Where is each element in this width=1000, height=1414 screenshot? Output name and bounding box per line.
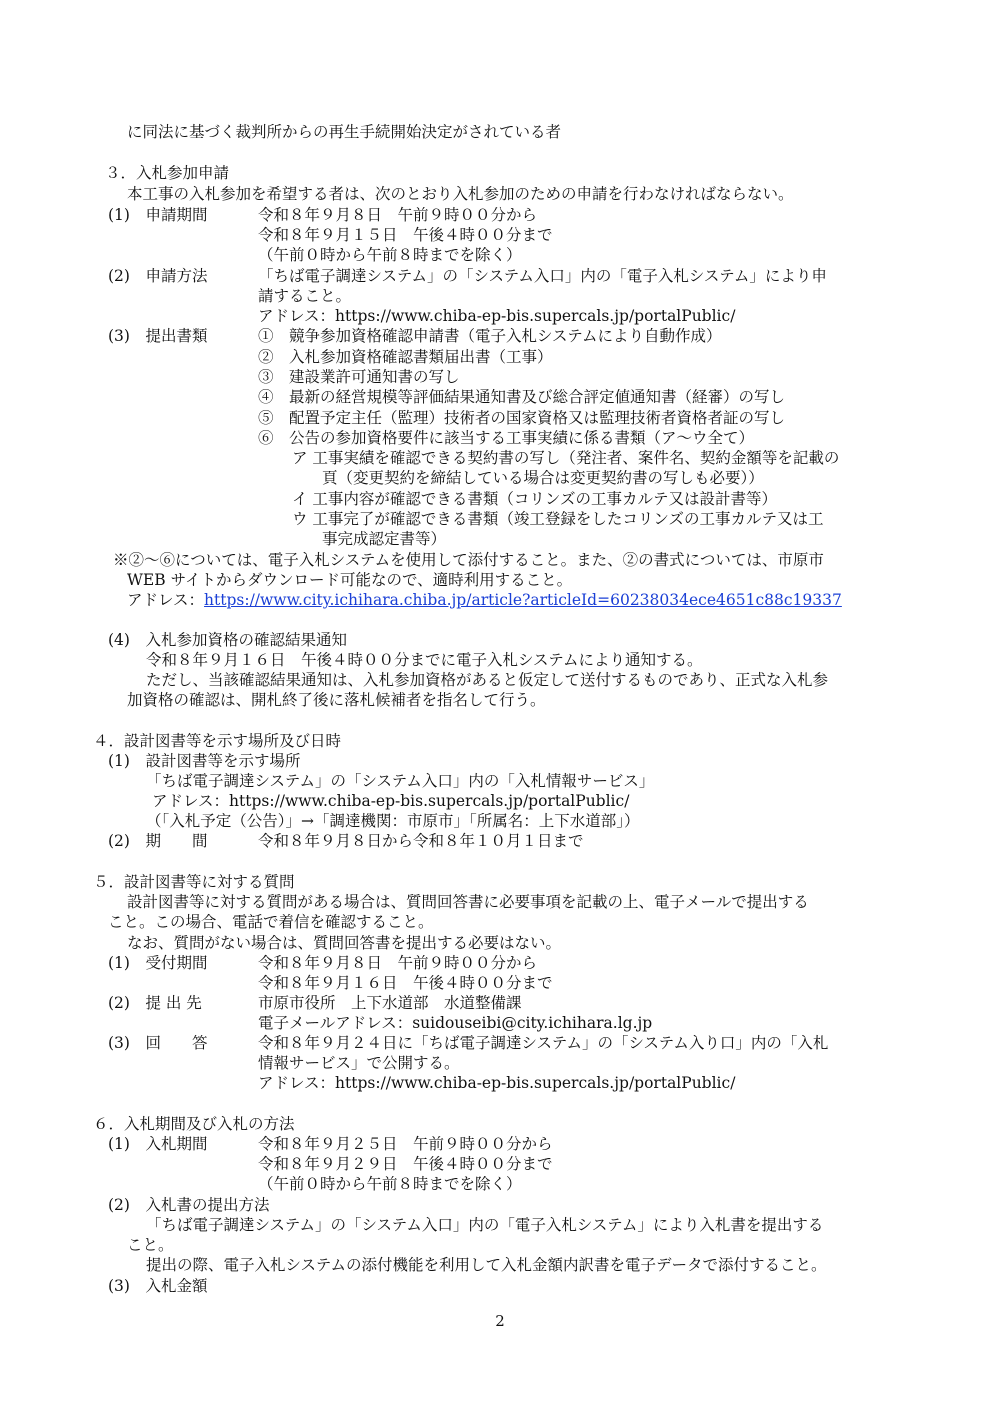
- text-line: [105, 163, 229, 183]
- text-line-content: アドレス：https://www.chiba-ep-bis.supercals.jp/portalPublic/: [258, 307, 736, 325]
- text-line-content: 「ちば電子調達システム」の「システム入口」内の「電子入札システム」により入札書を提出する: [146, 1216, 824, 1234]
- text-line: [258, 347, 553, 367]
- text-line-content: 情報サービス」で公開する。: [258, 1054, 460, 1072]
- text-line: [127, 690, 546, 710]
- text-line: [258, 831, 584, 851]
- text-line-content: に同法に基づく裁判所からの再生手続開始決定がされている者: [127, 123, 562, 141]
- text-line: [108, 1276, 207, 1296]
- text-line: [127, 1235, 174, 1255]
- text-line-content: (1) 設計図書等を示す場所: [108, 752, 301, 770]
- text-line-content: 「ちば電子調達システム」の「システム入口」内の「入札情報サービス」: [146, 772, 655, 790]
- text-line-content: (3) 入札金額: [108, 1277, 208, 1295]
- text-line-content: 令和８年９月２４日に「ちば電子調達システム」の「システム入り口」内の「入札: [258, 1034, 829, 1052]
- text-line: [258, 1053, 460, 1073]
- text-line-content: (2) 提 出 先: [108, 994, 202, 1012]
- text-line-content: 令和８年９月８日 午前９時００分から: [258, 206, 538, 224]
- text-line-content: (1) 入札期間: [108, 1135, 208, 1153]
- text-line: [108, 831, 207, 851]
- text-line: [93, 1114, 295, 1134]
- text-line-content: アドレス：https://www.chiba-ep-bis.supercals.jp/portalPublic/: [258, 1074, 736, 1092]
- text-line: [258, 306, 735, 326]
- text-line: [108, 751, 300, 771]
- text-line: [113, 550, 824, 570]
- text-line: [108, 953, 207, 973]
- text-line: [108, 1195, 269, 1215]
- text-line: [127, 570, 572, 590]
- text-line-content: 設計図書等に対する質問がある場合は、質問回答書に必要事項を記載の上、電子メールで提出する: [127, 893, 809, 911]
- text-line-content: 電子メールアドレス：suidouseibi@city.ichihara.lg.jp: [258, 1014, 653, 1032]
- text-line-content: (4) 入札参加資格の確認結果通知: [108, 631, 347, 649]
- text-line-content: ⑤ 配置予定主任（監理）技術者の国家資格又は監理技術者資格者証の写し: [258, 409, 786, 427]
- text-line-content: 令和８年９月２９日 午後４時００分まで: [258, 1155, 553, 1173]
- text-line-content: ３．入札参加申請: [105, 164, 230, 182]
- text-line: [258, 266, 827, 286]
- text-line-content: 本工事の入札参加を希望する者は、次のとおり入札参加のための申請を行わなければならない。: [127, 185, 794, 203]
- text-line-content: イ 工事内容が確認できる書類（コリンズの工事カルテ又は設計書等）: [292, 490, 777, 508]
- text-line: [108, 1033, 207, 1053]
- text-line-content: ア 工事実績を確認できる契約書の写し（発注者、案件名、契約金額等を記載の: [292, 449, 840, 467]
- text-line: [127, 933, 561, 953]
- text-line: [258, 367, 460, 387]
- text-line: [258, 387, 785, 407]
- text-line: [108, 326, 207, 346]
- text-line: [146, 670, 828, 690]
- text-line-content: アドレス：: [127, 591, 205, 609]
- text-line-content: ４．設計図書等を示す場所及び日時: [93, 732, 342, 750]
- text-line-content: 事完成認定書等）: [322, 530, 447, 548]
- text-line-content: (1) 受付期間: [108, 954, 208, 972]
- text-line-content: なお、質問がない場合は、質問回答書を提出する必要はない。: [127, 934, 562, 952]
- text-line-content: ウ 工事完了が確認できる書類（竣工登録をしたコリンズの工事カルテ又は工: [292, 510, 824, 528]
- text-line: [292, 509, 823, 529]
- text-line: [258, 1154, 553, 1174]
- text-line-content: （「入札予定（公告）」→「調達機関：市原市」「所属名：上下水道部」）: [146, 812, 640, 830]
- text-line: [146, 1255, 826, 1275]
- text-line: [108, 912, 434, 932]
- text-line: [108, 993, 202, 1013]
- text-line: [258, 205, 537, 225]
- text-line: [127, 122, 561, 142]
- text-line: [108, 205, 207, 225]
- text-line-content: （午前０時から午前８時までを除く）: [258, 1175, 522, 1193]
- text-line: [258, 408, 785, 428]
- text-line: [146, 771, 654, 791]
- text-line-content: WEB サイトからダウンロード可能なので、適時利用すること。: [127, 571, 573, 589]
- text-line-content: 加資格の確認は、開札終了後に落札候補者を指名して行う。: [127, 691, 546, 709]
- text-line-content: ⑥ 公告の参加資格要件に該当する工事実績に係る書類（ア～ウ全て）: [258, 429, 755, 447]
- text-line: [258, 326, 721, 346]
- text-line: [322, 468, 764, 488]
- text-line-content: 令和８年９月８日から令和８年１０月１日まで: [258, 832, 584, 850]
- text-line-content: 令和８年９月１６日 午後４時００分まで: [258, 974, 553, 992]
- text-line: [258, 428, 754, 448]
- text-line: [292, 489, 777, 509]
- text-line: [108, 266, 207, 286]
- text-line-content: 「ちば電子調達システム」の「システム入口」内の「電子入札システム」により申: [258, 267, 827, 285]
- text-line-content: 提出の際、電子入札システムの添付機能を利用して入札金額内訳書を電子データで添付すること。: [146, 1256, 827, 1274]
- text-line: [258, 1134, 553, 1154]
- text-line: [146, 650, 702, 670]
- text-line: [93, 872, 295, 892]
- text-line-content: ④ 最新の経営規模等評価結果通知書及び総合評定値通知書（経審）の写し: [258, 388, 786, 406]
- text-line-content: 令和８年９月１５日 午後４時００分まで: [258, 226, 553, 244]
- text-line: [258, 225, 553, 245]
- text-line-content: ※②～⑥については、電子入札システムを使用して添付すること。また、②の書式については、市原市: [113, 551, 824, 569]
- text-line: [258, 973, 553, 993]
- text-line-content: ② 入札参加資格確認書類届出書（工事）: [258, 348, 553, 366]
- page-number: 2: [495, 1312, 505, 1330]
- text-line-content: 頁（変更契約を締結している場合は変更契約書の写しも必要））: [322, 469, 764, 487]
- text-line-content: (3) 回 答: [108, 1034, 208, 1052]
- text-line-content: アドレス：https://www.chiba-ep-bis.supercals.jp/portalPublic/: [152, 792, 630, 810]
- text-line: [127, 892, 809, 912]
- text-line: [146, 811, 640, 831]
- text-line: [258, 1033, 828, 1053]
- text-line: [258, 1013, 652, 1033]
- text-line: [108, 1134, 207, 1154]
- text-line-content: 令和８年９月２５日 午前９時００分から: [258, 1135, 553, 1153]
- text-line-content: ③ 建設業許可通知書の写し: [258, 368, 460, 386]
- text-line: [258, 1073, 735, 1093]
- text-line: [258, 245, 522, 265]
- text-line: [146, 1215, 823, 1235]
- text-line-content: (1) 申請期間: [108, 206, 208, 224]
- text-line: [258, 953, 537, 973]
- text-line: [322, 529, 446, 549]
- text-line-content: (2) 期 間: [108, 832, 208, 850]
- text-line-content: 令和８年９月１６日 午後４時００分までに電子入札システムにより通知する。: [146, 651, 703, 669]
- text-line: [93, 731, 341, 751]
- text-line-content: ６．入札期間及び入札の方法: [93, 1115, 295, 1133]
- text-line: [258, 286, 351, 306]
- text-line: [258, 993, 522, 1013]
- text-line: [108, 630, 347, 650]
- text-line-content: 請すること。: [258, 287, 352, 305]
- text-line-content: (2) 入札書の提出方法: [108, 1196, 270, 1214]
- text-line: [127, 184, 794, 204]
- text-line-content: こと。: [127, 1236, 174, 1254]
- text-line-content: ５．設計図書等に対する質問: [93, 873, 295, 891]
- text-line: [292, 448, 839, 468]
- text-line-content: 令和８年９月８日 午前９時００分から: [258, 954, 538, 972]
- text-line-content: 市原市役所 上下水道部 水道整備課: [258, 994, 522, 1012]
- text-line: [258, 1174, 522, 1194]
- text-line-content: (2) 申請方法: [108, 267, 208, 285]
- text-line: [127, 590, 842, 610]
- text-line-content: (3) 提出書類: [108, 327, 208, 345]
- text-line-content: ただし、当該確認結果通知は、入札参加資格があると仮定して送付するものであり、正式な入札参: [146, 671, 829, 689]
- article-link[interactable]: https://www.city.ichihara.chiba.jp/article?articleId=60238034ece4651c88c19337: [204, 591, 842, 609]
- text-line-content: ① 競争参加資格確認申請書（電子入札システムにより自動作成）: [258, 327, 722, 345]
- text-line-content: （午前０時から午前８時までを除く）: [258, 246, 522, 264]
- text-line: [152, 791, 629, 811]
- text-line-content: こと。この場合、電話で着信を確認すること。: [108, 913, 434, 931]
